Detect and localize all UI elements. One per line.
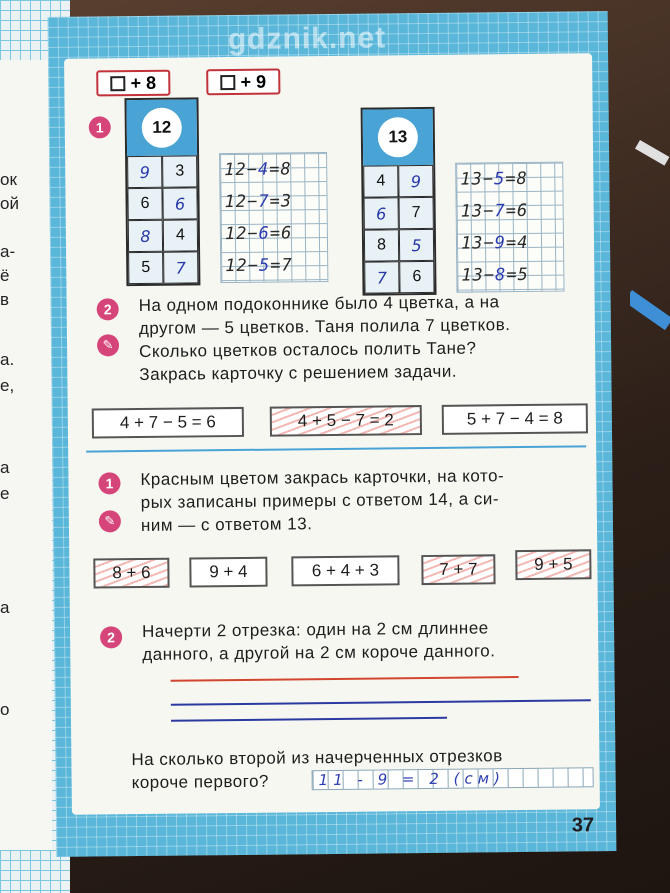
- house-cell: 6: [162, 187, 197, 219]
- house-roof: [363, 109, 434, 166]
- task-text-segments: Начерти 2 отрезка: один на 2 см длиннее данного, а другой на 2 см короче данного.: [141, 618, 496, 664]
- house-cells: [127, 155, 198, 284]
- house-roof: [126, 99, 197, 156]
- house-cells: [363, 165, 434, 294]
- equation-line: 12 − 7 = 3: [224, 191, 293, 213]
- given-segment: [171, 699, 591, 705]
- page-number: 37: [571, 814, 595, 837]
- task-number-badge: 1: [98, 472, 120, 494]
- left-page-fragment: о: [0, 700, 10, 719]
- task-number-badge: 2: [100, 626, 122, 648]
- example-card[interactable]: 9 + 4: [189, 557, 267, 588]
- left-page-text-area: [0, 60, 52, 850]
- workbook-page: [48, 11, 617, 857]
- section-divider: [86, 445, 586, 452]
- left-page-fragment: а: [0, 458, 10, 477]
- left-page-fragment: ё: [0, 266, 10, 285]
- square-icon: [110, 76, 125, 91]
- house-cell: 5: [399, 229, 434, 261]
- house-cell: 5: [128, 252, 163, 284]
- answer-field[interactable]: 11 - 9 = 2 (см): [312, 767, 594, 790]
- tag-label: + 9: [240, 71, 267, 92]
- example-card[interactable]: 9 + 5: [515, 549, 591, 580]
- house-cell: 7: [163, 251, 198, 283]
- task-text-flowers: На одном подоконнике было 4 цветка, а на другом — 5 цветков. Таня полила 7 цветков. Сколько цветков осталось полить Тане? Закрась карточку с решением задачи.: [138, 292, 511, 385]
- equation-line: 13 − 7 = 6: [460, 200, 529, 222]
- equation-line: 12 − 4 = 8: [224, 159, 292, 181]
- left-page-fragment: е: [0, 484, 10, 503]
- example-card[interactable]: 6 + 4 + 3: [291, 555, 399, 586]
- number-house-12: [124, 97, 200, 286]
- left-page-fragment: а-: [0, 242, 16, 261]
- left-page-fragment: в: [0, 290, 10, 309]
- left-page-fragment: е,: [0, 376, 15, 395]
- left-page-fragment: ой: [0, 194, 19, 213]
- pencil-icon: ✎: [97, 334, 119, 356]
- equation-line: 13 − 5 = 8: [460, 168, 528, 190]
- page-content: [64, 53, 600, 814]
- example-card[interactable]: 7 + 7: [421, 554, 495, 585]
- equation-line: 12 − 5 = 7: [225, 255, 293, 277]
- tag-plus-8: [96, 70, 170, 97]
- question-text: На сколько второй из начерченных отрезков короче первого?: [131, 746, 503, 793]
- house-cell: 3: [162, 155, 197, 187]
- left-page-fragment: а.: [0, 350, 15, 369]
- house-cell: 7: [399, 197, 434, 229]
- pens-decoration: [630, 140, 670, 340]
- house-cell: 4: [363, 165, 398, 197]
- equation-line: 12 − 6 = 6: [224, 223, 293, 245]
- task-text-color-cards: Красным цветом закрась карточки, на кото- рых записаны примеры с ответом 14, а си- ним — с ответом 13.: [140, 466, 505, 536]
- drawn-segment-long: [171, 676, 519, 682]
- house-cell: 8: [128, 220, 163, 252]
- house-cell: 8: [364, 229, 399, 261]
- left-page-fragment: ок: [0, 170, 17, 189]
- answer-card[interactable]: 5 + 7 − 4 = 8: [442, 403, 588, 435]
- house-cell: 7: [364, 261, 399, 293]
- square-icon: [220, 74, 235, 89]
- pencil-icon: ✎: [99, 510, 121, 532]
- equations-grid-12: [219, 152, 328, 283]
- task-number-badge: 2: [97, 298, 119, 320]
- example-card[interactable]: 8 + 6: [93, 558, 169, 589]
- watermark: gdznik.net: [227, 21, 387, 57]
- tag-label: + 8: [130, 72, 157, 93]
- answer-card[interactable]: 4 + 5 − 7 = 2: [270, 405, 422, 437]
- house-cell: 9: [127, 156, 162, 188]
- house-number: 12: [142, 108, 182, 148]
- number-house-13: [361, 107, 437, 296]
- house-cell: 6: [127, 188, 162, 220]
- house-cell: 6: [364, 197, 399, 229]
- answer-card[interactable]: 4 + 7 − 5 = 6: [92, 407, 244, 439]
- house-cell: 9: [398, 165, 433, 197]
- equation-line: 13 − 9 = 4: [460, 232, 529, 254]
- left-page-fragment: а: [0, 598, 10, 617]
- tag-plus-9: [206, 69, 280, 96]
- house-cell: 6: [399, 261, 434, 293]
- house-cell: 4: [163, 219, 198, 251]
- drawn-segment-short: [171, 717, 447, 722]
- task-number-badge: 1: [89, 116, 111, 138]
- equation-line: 13 − 8 = 5: [461, 264, 529, 286]
- house-number: 13: [378, 117, 418, 157]
- equations-grid-13: [455, 162, 564, 293]
